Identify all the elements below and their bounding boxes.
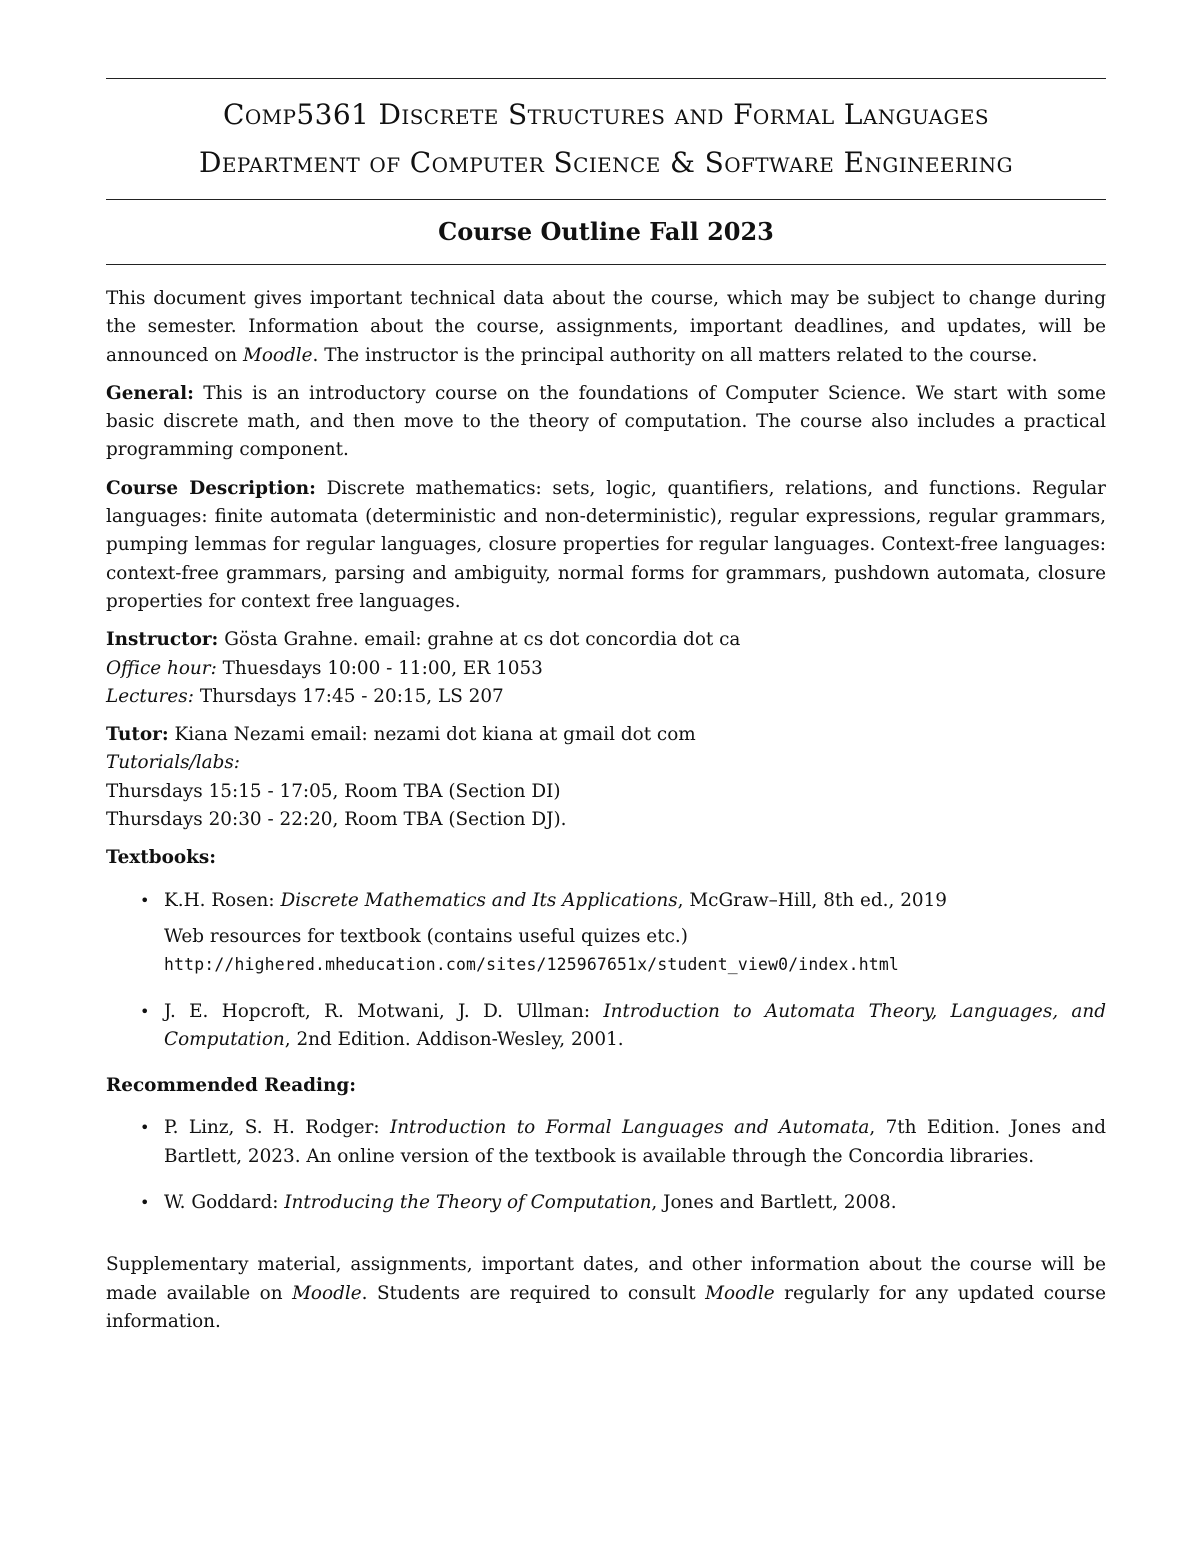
moodle-reference: Moodle	[242, 344, 313, 366]
tutorial-session-2: Thursdays 20:30 - 22:20, Room TBA (Section DJ).	[106, 809, 567, 831]
recommended-list	[106, 1114, 1106, 1217]
list-item	[106, 887, 1106, 980]
tutor-label: Tutor:	[106, 724, 169, 746]
closing-paragraph	[106, 1251, 1106, 1336]
general-paragraph	[106, 380, 1106, 465]
recommended-heading: Recommended Reading:	[106, 1075, 357, 1097]
list-item	[106, 1189, 1106, 1217]
closing-text-c: regularly for any updated course information.	[106, 1282, 1107, 1332]
book-details: , McGraw–Hill, 8th ed., 2019	[677, 889, 947, 911]
office-hour-label: Office hour:	[106, 657, 217, 679]
tutor-block	[106, 721, 1106, 834]
general-label: General:	[106, 382, 194, 404]
description-text: Discrete mathematics: sets, logic, quantifiers, relations, and functions. Regular languages: finite automata (deterministic and non-deterministic), regular expressions, regular grammars, pumping lemmas for regular languages, closure properties for regular languages. Context-free languages: context-free grammars, parsing and ambiguity, normal forms for grammars, pushdown automata, closure properties for context free languages.	[106, 477, 1106, 612]
bullet-icon: •	[140, 1118, 150, 1138]
description-paragraph	[106, 475, 1106, 616]
web-resources-link[interactable]: http://highered.mheducation.com/sites/125967651x/student_view0/index.html	[164, 955, 899, 975]
list-item	[106, 998, 1106, 1055]
tutorial-session-1: Thursdays 15:15 - 17:05, Room TBA (Section DI)	[106, 780, 561, 802]
instructor-text: Gösta Grahne. email: grahne at cs dot concordia dot ca	[224, 629, 741, 651]
tutor-text: Kiana Nezami email: nezami dot kiana at gmail dot com	[174, 724, 696, 746]
intro-text-a: This document gives important technical data about the course, which may be subject to change during the semester. Information about the course, assignments, important deadlines, and updates, will be announced on	[106, 288, 1106, 366]
book-details: , 7th Edition. Jones and Bartlett, 2023. An online version of the textbook is available through the Concordia libraries.	[164, 1117, 1107, 1167]
closing-text-b: . Students are required to consult	[361, 1282, 706, 1304]
lectures-label: Lectures:	[106, 685, 194, 707]
outline-title: Course Outline Fall 2023	[438, 217, 774, 246]
bullet-icon: •	[140, 1001, 150, 1021]
textbooks-heading: Textbooks:	[106, 847, 217, 869]
department-title: Department of Computer Science & Software Engineering	[199, 146, 1013, 179]
general-text: This is an introductory course on the foundations of Computer Science. We start with some basic discrete math, and then move to the theory of computation. The course also includes a practical programming component.	[106, 382, 1106, 461]
title-block	[106, 79, 1106, 199]
moodle-reference: Moodle	[705, 1282, 775, 1304]
book-details: , 2nd Edition. Addison-Wesley, 2001.	[284, 1028, 624, 1050]
textbooks-list	[106, 887, 1106, 1054]
book-title: Introduction to Automata Theory, Languages, and Computation	[164, 1000, 1106, 1050]
book-authors: W. Goddard:	[164, 1192, 285, 1214]
lectures-text: Thursdays 17:45 - 20:15, LS 207	[199, 685, 504, 707]
office-hour-text: Thuesdays 10:00 - 11:00, ER 1053	[222, 657, 543, 679]
bullet-icon: •	[140, 890, 150, 910]
course-title: Comp5361 Discrete Structures and Formal Languages	[223, 98, 989, 131]
bottom-rule	[106, 264, 1106, 265]
intro-text-b: . The instructor is the principal authority on all matters related to the course.	[312, 344, 1038, 366]
description-label: Course Description:	[106, 477, 316, 499]
book-authors: J. E. Hopcroft, R. Motwani, J. D. Ullman:	[164, 1000, 604, 1022]
book-authors: K.H. Rosen:	[164, 889, 281, 911]
book-title: Introducing the Theory of Computation	[284, 1192, 652, 1214]
instructor-block	[106, 626, 1106, 711]
bullet-icon: •	[140, 1193, 150, 1213]
list-item	[106, 1114, 1106, 1171]
book-authors: P. Linz, S. H. Rodger:	[164, 1117, 390, 1139]
instructor-label: Instructor:	[106, 629, 219, 651]
tutorials-label: Tutorials/labs:	[106, 752, 240, 774]
intro-paragraph	[106, 285, 1106, 370]
book-title: Introduction to Formal Languages and Automata	[389, 1117, 870, 1139]
closing-text-a: Supplementary material, assignments, important dates, and other information about the course will be made available on	[106, 1254, 1106, 1304]
moodle-reference: Moodle	[292, 1282, 362, 1304]
book-details: , Jones and Bartlett, 2008.	[651, 1192, 897, 1214]
book-title: Discrete Mathematics and Its Applications	[280, 889, 678, 911]
web-resources-text: Web resources for textbook (contains useful quizes etc.)	[164, 925, 688, 947]
document-page	[106, 78, 1106, 1336]
